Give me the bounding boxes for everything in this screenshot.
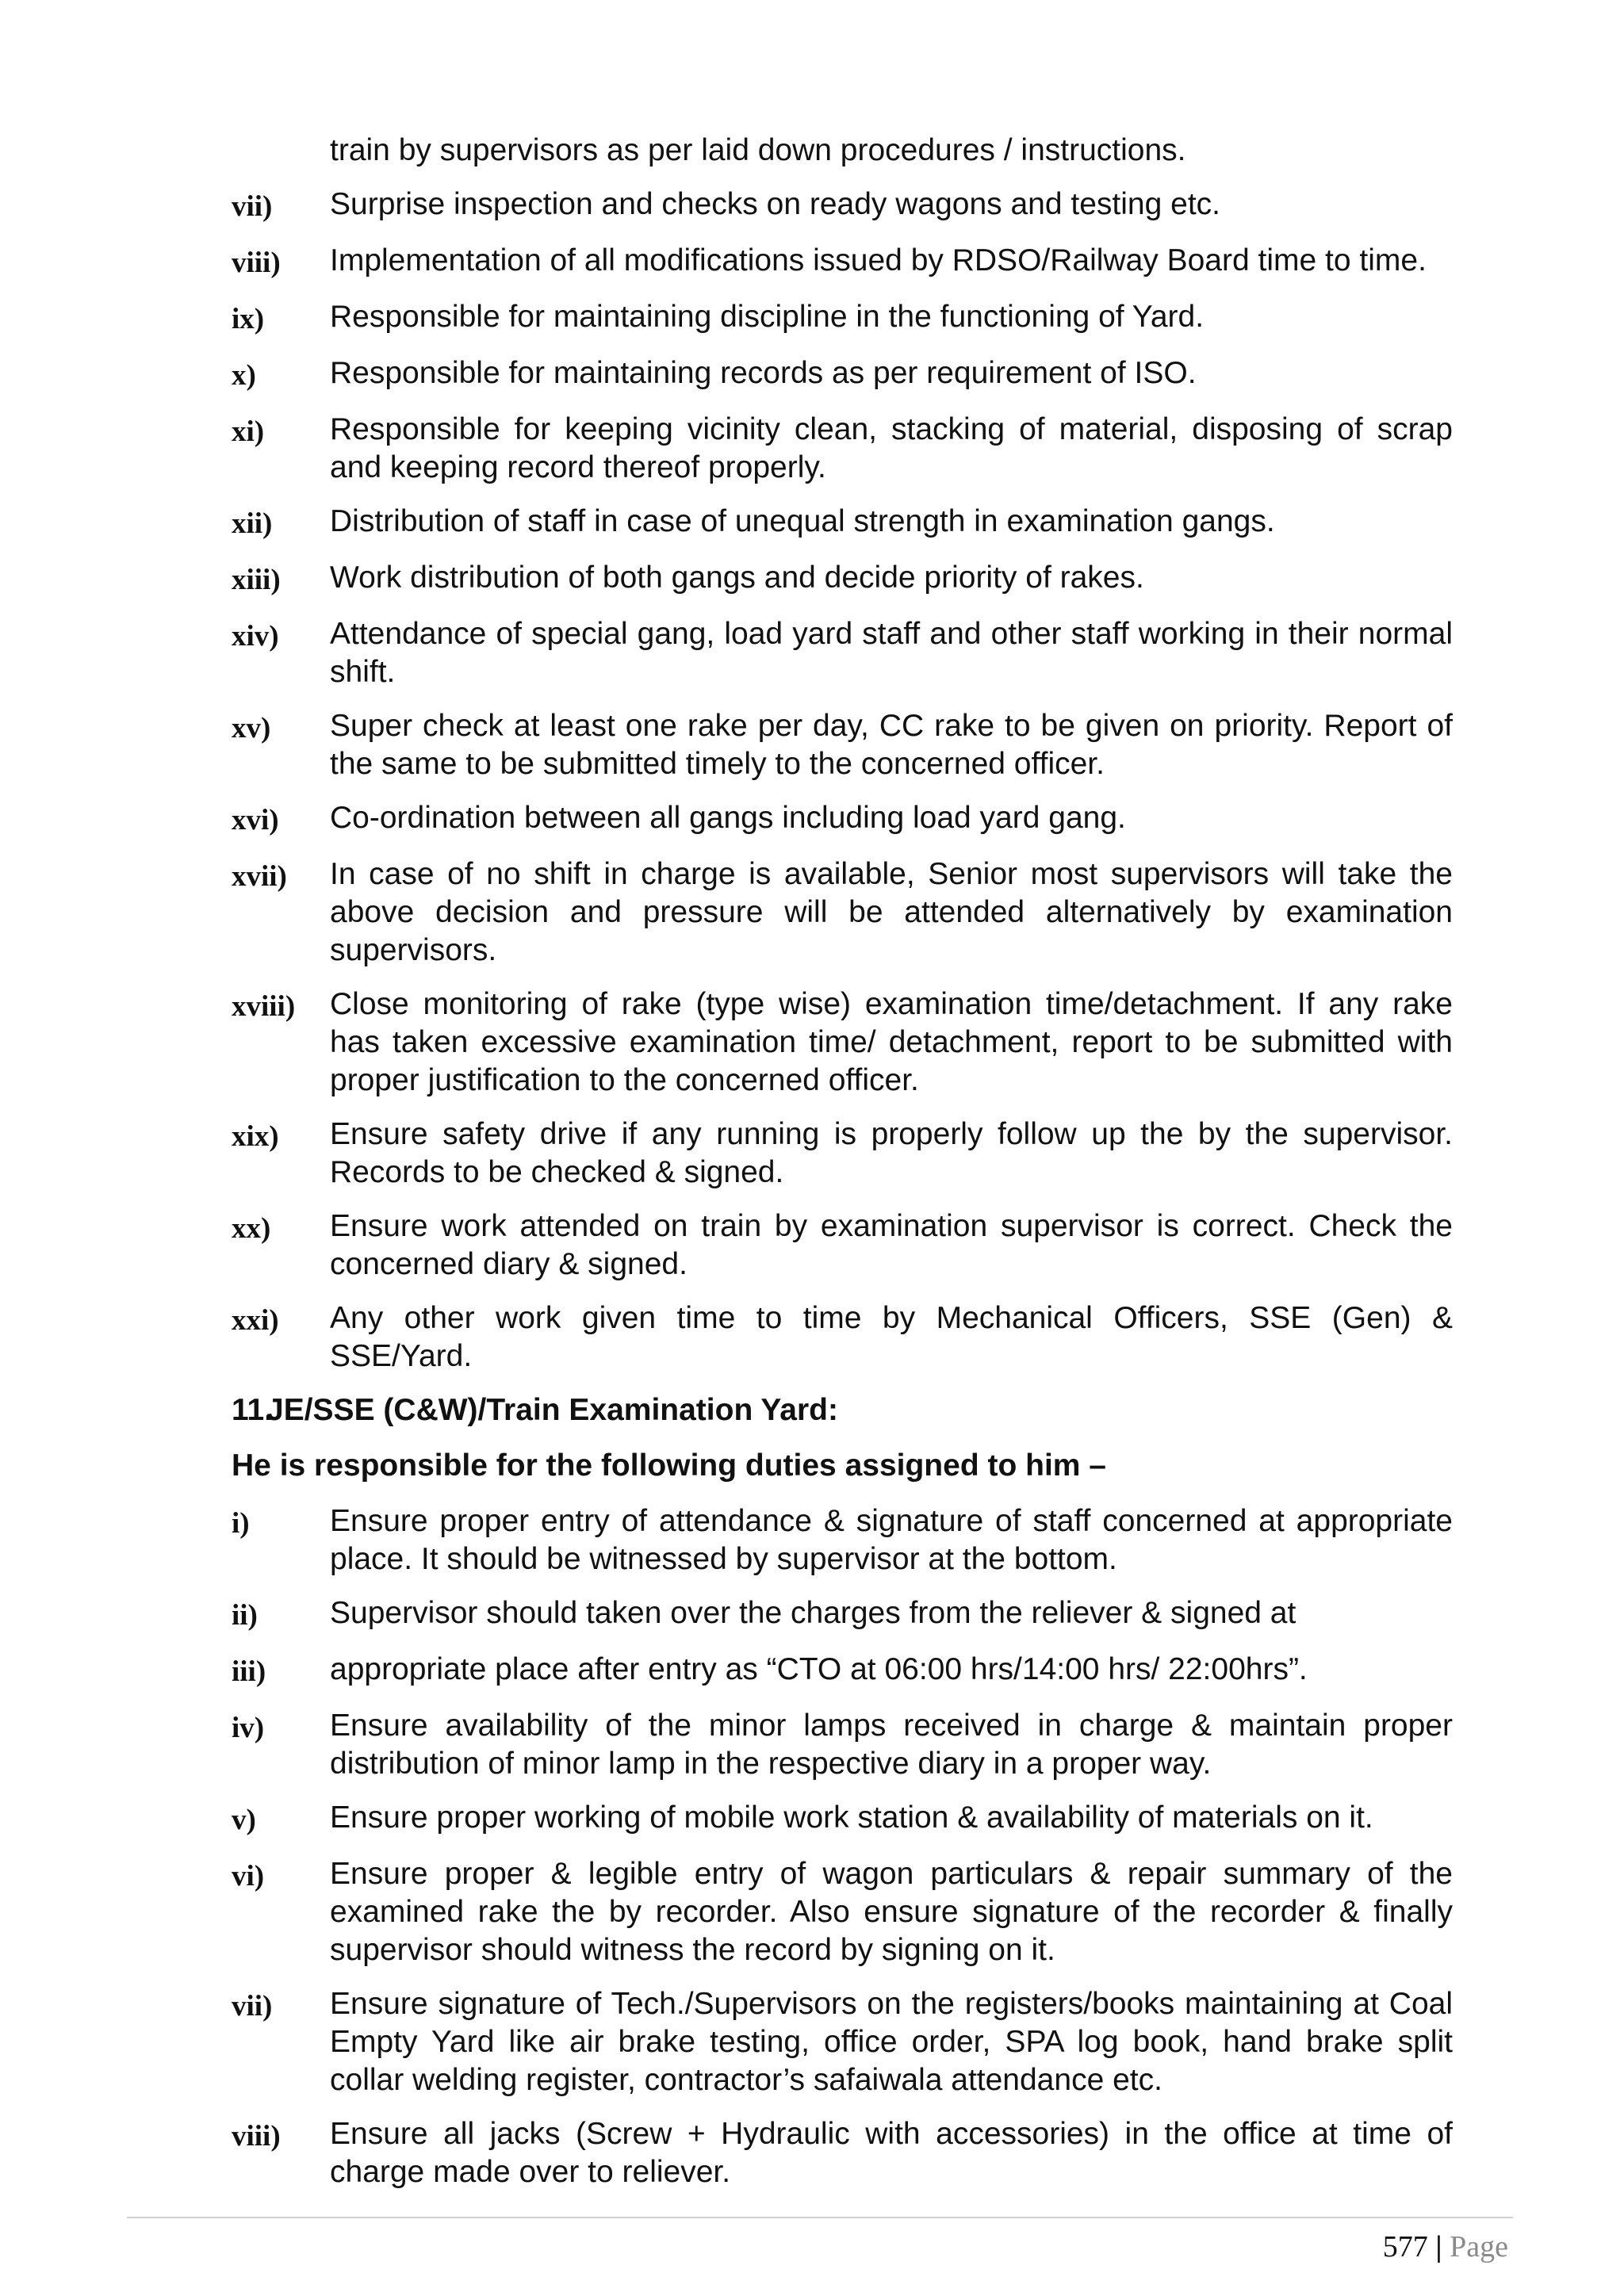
item-numeral: xviii): [232, 990, 296, 1023]
item-numeral: v): [232, 1804, 256, 1836]
item-numeral: vi): [232, 1860, 265, 1892]
list-item: [232, 186, 1453, 226]
item-numeral: ix): [232, 303, 265, 335]
item-numeral: xvii): [232, 860, 287, 893]
item-text: In case of no shift in charge is available, Senior most supervisors will take the above decision and pressure will be attended alternatively by examination supervisors.: [330, 857, 1453, 967]
item-numeral: xxi): [232, 1304, 279, 1337]
item-numeral: xii): [232, 507, 273, 540]
item-text: Distribution of staff in case of unequal strength in examination gangs.: [330, 504, 1275, 538]
list-item: [232, 559, 1453, 599]
list-item: [232, 1985, 1453, 2099]
page-footer: [1383, 2229, 1508, 2264]
item-text: Ensure proper entry of attendance & signature of staff concerned at appropriate place. It should be witnessed by supervisor at the bottom.: [330, 1504, 1453, 1576]
list-item: [232, 298, 1453, 339]
item-text: Ensure proper & legible entry of wagon particulars & repair summary of the examined rake the by recorder. Also ensure signature of the recorder & finally supervisor should witness the record by signing on it.: [330, 1857, 1453, 1967]
continuation-line: train by supervisors as per laid down procedures / instructions.: [330, 133, 1186, 167]
list-item: [232, 242, 1453, 282]
list-item: [232, 411, 1453, 487]
item-numeral: xiv): [232, 620, 279, 652]
section-heading: [232, 1391, 1453, 1429]
item-numeral: i): [232, 1507, 250, 1540]
list-item: [232, 985, 1453, 1100]
list-item: [232, 707, 1453, 783]
list-item: [232, 1502, 1453, 1578]
item-numeral: iii): [232, 1655, 266, 1688]
item-text: Ensure safety drive if any running is properly follow up the by the supervisor. Records to be checked & signed.: [330, 1117, 1453, 1189]
list-item: [232, 354, 1453, 395]
list-item: [232, 799, 1453, 840]
item-numeral: iv): [232, 1712, 265, 1744]
item-numeral: viii): [232, 2120, 281, 2152]
section-intro: He is responsible for the following duties assigned to him –: [232, 1448, 1106, 1483]
item-text: Super check at least one rake per day, CC rake to be given on priority. Report of the same to be submitted timely to the concerned officer.: [330, 709, 1453, 781]
item-text: Responsible for maintaining records as per requirement of ISO.: [330, 356, 1197, 390]
item-text: Implementation of all modifications issued by RDSO/Railway Board time to time.: [330, 243, 1427, 277]
item-numeral: xix): [232, 1120, 279, 1153]
duties-list-b: [232, 1502, 1453, 2191]
item-text: Ensure all jacks (Screw + Hydraulic with accessories) in the office at time of charge made over to reliever.: [330, 2117, 1453, 2189]
item-numeral: xiii): [232, 564, 281, 596]
list-item: [232, 855, 1453, 970]
item-text: Supervisor should taken over the charges from the reliever & signed at: [330, 1596, 1297, 1630]
footer-separator: |: [1435, 2230, 1442, 2263]
list-item: [232, 1115, 1453, 1192]
section-number: 11.: [232, 1393, 274, 1427]
item-text: Close monitoring of rake (type wise) examination time/detachment. If any rake has taken excessive examination time/ detachment, report to be submitted with proper justification to the concerned officer.: [330, 987, 1453, 1097]
list-item: [232, 1855, 1453, 1969]
item-text: Any other work given time to time by Mechanical Officers, SSE (Gen) & SSE/Yard.: [330, 1301, 1453, 1373]
list-item: [232, 1799, 1453, 1839]
item-numeral: xi): [232, 415, 265, 448]
duties-list-a: [232, 186, 1453, 1376]
item-numeral: x): [232, 359, 256, 392]
item-text: Ensure proper working of mobile work station & availability of materials on it.: [330, 1800, 1373, 1835]
item-text: appropriate place after entry as “CTO at 06:00 hrs/14:00 hrs/ 22:00hrs”.: [330, 1652, 1308, 1686]
item-text: Responsible for keeping vicinity clean, stacking of material, disposing of scrap and keeping record thereof properly.: [330, 412, 1453, 484]
item-numeral: xx): [232, 1212, 271, 1245]
item-text: Attendance of special gang, load yard staff and other staff working in their normal shift.: [330, 617, 1453, 689]
item-numeral: xv): [232, 712, 271, 744]
item-text: Responsible for maintaining discipline in the functioning of Yard.: [330, 300, 1205, 334]
list-item: [232, 2115, 1453, 2191]
page-label: Page: [1450, 2230, 1508, 2263]
list-item: [232, 1651, 1453, 1691]
item-text: Ensure availability of the minor lamps received in charge & maintain proper distribution of minor lamp in the respective diary in a proper way.: [330, 1709, 1453, 1781]
list-item: [232, 615, 1453, 691]
item-numeral: vii): [232, 1990, 273, 2022]
item-numeral: xvi): [232, 804, 279, 836]
item-text: Ensure signature of Tech./Supervisors on the registers/books maintaining at Coal Empty Yard like air brake testing, office order, SPA log book, hand brake split collar welding register, contractor’s safaiwala attendance etc.: [330, 1987, 1453, 2097]
item-text: Ensure work attended on train by examination supervisor is correct. Check the concerned diary & signed.: [330, 1209, 1453, 1281]
list-item: [232, 1707, 1453, 1783]
item-numeral: vii): [232, 190, 273, 223]
footer-divider: [127, 2217, 1513, 2218]
list-item: [232, 1207, 1453, 1284]
page-content: [232, 132, 1453, 2207]
list-item: [232, 503, 1453, 543]
item-numeral: viii): [232, 247, 281, 279]
list-item: [232, 1594, 1453, 1635]
item-text: Surprise inspection and checks on ready wagons and testing etc.: [330, 187, 1221, 221]
item-numeral: ii): [232, 1599, 258, 1632]
list-item: [232, 1299, 1453, 1376]
item-text: Co-ordination between all gangs including load yard gang.: [330, 801, 1126, 835]
section-title: JE/SSE (C&W)/Train Examination Yard:: [266, 1393, 838, 1427]
item-text: Work distribution of both gangs and decide priority of rakes.: [330, 561, 1144, 595]
page-number: 577: [1382, 2230, 1428, 2263]
